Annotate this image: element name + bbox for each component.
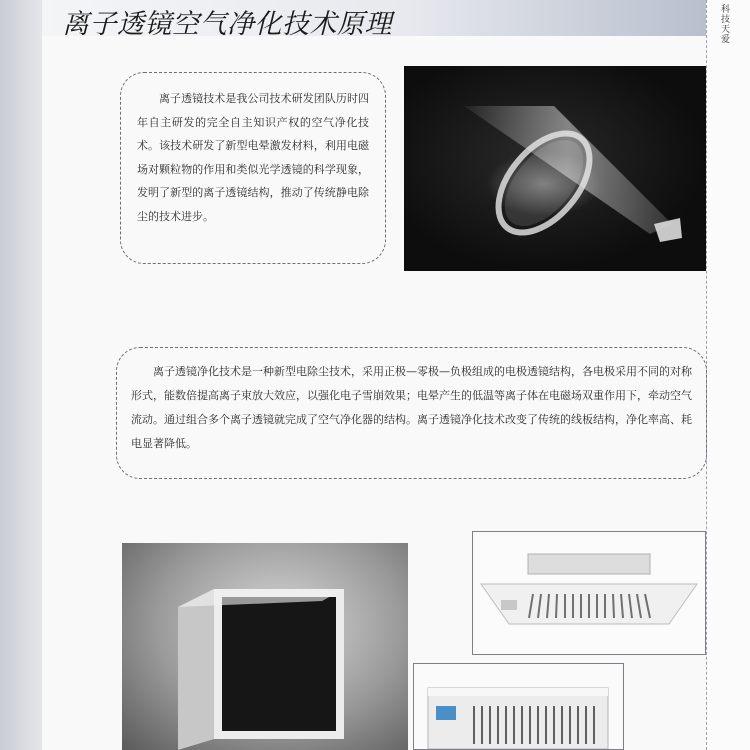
wall-air-purifier-image [413,663,624,750]
ceiling-purifier-graphic [473,532,705,654]
intro-paragraph: 离子透镜技术是我公司技术研发团队历时四年自主研发的完全自主知识产权的空气净化技术。该技术研发了新型电晕激发材料，利用电磁场对颗粒物的作用和类似光学透镜的科学现象，发明了新型的离子透镜结构，推动了传统静电除尘的技术进步。 [137,92,369,223]
wall-purifier-graphic [414,664,623,749]
lens-cone-graphic [404,66,706,271]
cube-air-purifier-image [122,543,408,750]
glowing-lens-cone-image [404,66,706,271]
cube-purifier-graphic [122,543,408,750]
ceiling-air-purifier-image [472,531,706,655]
side-strip [706,0,750,750]
detail-text-box [116,347,707,479]
page-edge-left [0,0,42,750]
intro-text-box [120,72,386,264]
page-title: 离子透镜空气净化技术原理 [62,9,392,40]
side-label: 科技天爱 [719,4,729,44]
detail-paragraph: 离子透镜净化技术是一种新型电除尘技术，采用正极—零极—负极组成的电极透镜结构，各电极采用不同的对称形式，能数倍提高离子束放大效应，以强化电子雪崩效果；电晕产生的低温等离子体在电磁场双重作用下，牵动空气流动。通过组合多个离子透镜就完成了空气净化器的结构。离子透镜净化技术改变了传统的线板结构，净化率高、耗电显著降低。 [131,365,692,450]
